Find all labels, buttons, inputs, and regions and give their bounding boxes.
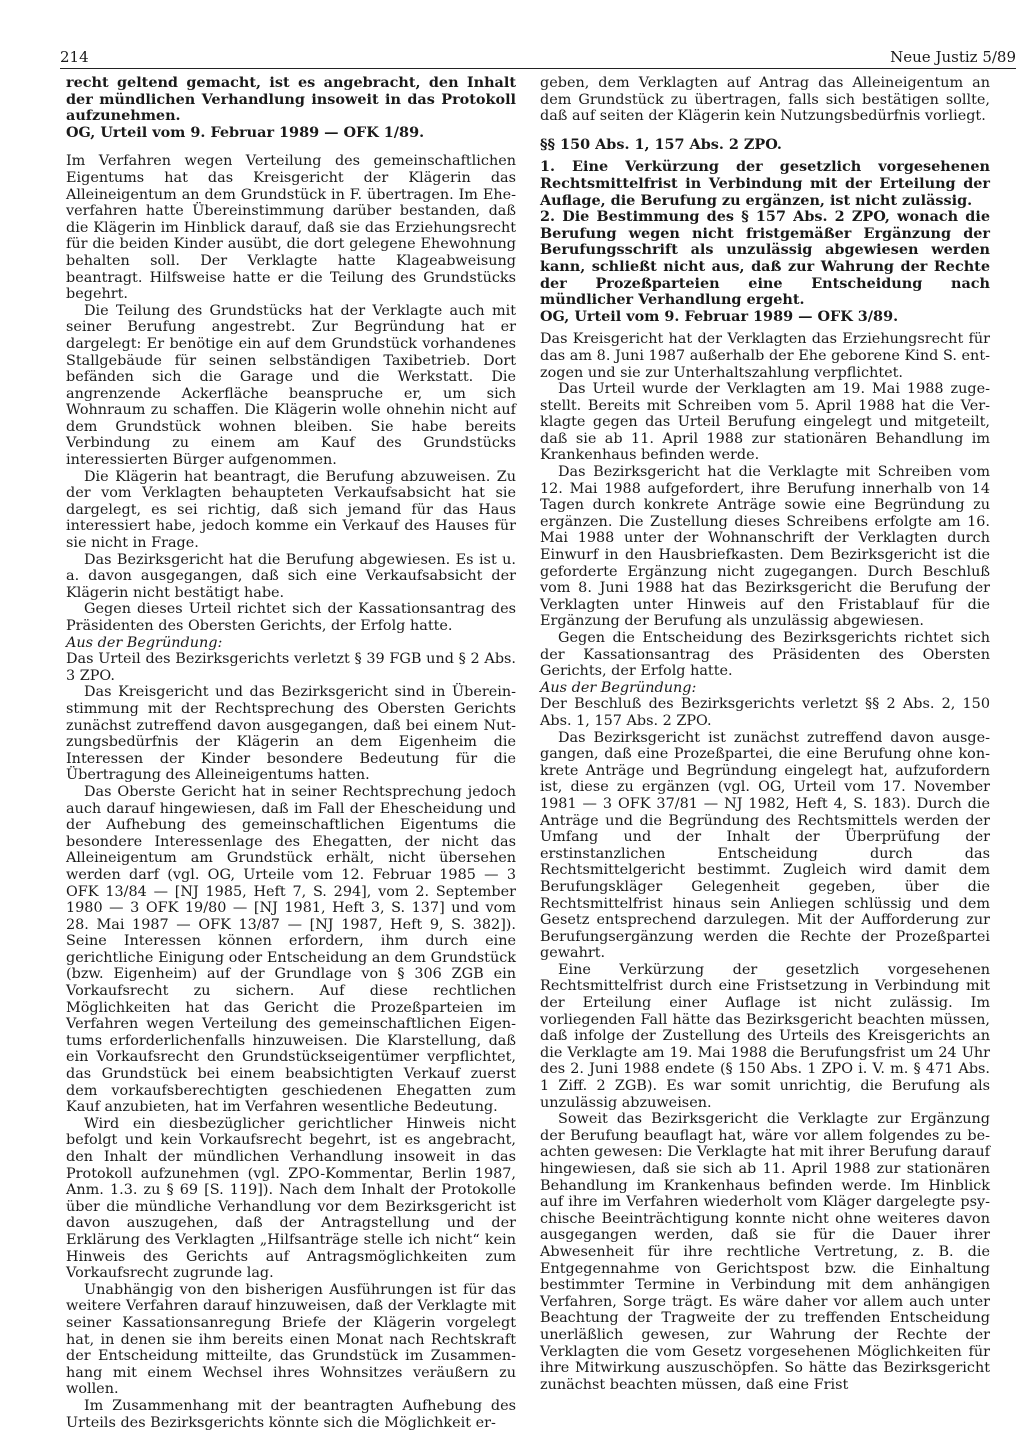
paragraph: Das Oberste Gericht hat in seiner Rechtsprechung jedoch auch darauf hingewiesen, daß im Fall der Ehescheidung und der Aufhebung des gemeinschaftlichen Eigentums die besondere Interessenlage des Ehegatten, der nicht das Alleineigentum am Grundstück erhält, nicht übersehen werden darf (vgl. OG, Urteile vom 12. Februar 1985 — 3 OFK 13/84 — [NJ 1985, Heft 7, S. 294], vom 2. September 1980 — 3 OFK 19/80 — [NJ 1981, Heft 3, S. 137] und vom 28. Mai 1987 — OFK 13/87 — [NJ 1987, Heft 9, S. 382]). Seine Interessen können erfordern, ihm durch eine gerichtliche Einigung oder Entscheidung an dem Grundstück (bzw. Eigenheim) auf der Grundlage von § 306 ZGB ein Vorkaufsrecht zu sichern. Auf diese rechtlichen Möglichkeiten hat das Gericht die Prozeßparteien im Verfahren wegen Verteilung des gemeinschaftlichen Eigentums erforderlichenfalls hinzuweisen. Die Klarstellung, daß ein Vorkaufsrecht den Grundstückseigentümer verpflichtet, das Grundstück bei einem beabsichtigten Verkauf zuerst dem vorkaufsberechtigten geschiedenen Ehegatten zum Kauf anzubieten, hat im Verfahren wesentliche Bedeutung. [66, 783, 516, 1116]
page-number: 214 [60, 48, 89, 66]
paragraph: Unabhängig von den bisherigen Ausführungen ist für das weitere Verfahren darauf hinzuweisen, daß der Verklagte mit seiner Kassationsanregung Briefe der Klägerin vorgelegt hat, in denen sie ihm bereits einen Monat nach Rechtskraft der Entscheidung mitteilte, das Grundstück im Zusammenhang mit einem Wechsel ihres Wohnsitzes veräußern zu wollen. [66, 1281, 516, 1398]
journal-issue: Neue Justiz 5/89 [890, 48, 1016, 66]
paragraph: Gegen dieses Urteil richtet sich der Kassationsantrag des Präsidenten des Obersten Gerichts, der Erfolg hatte. [66, 601, 516, 634]
paragraph: geben, dem Verklagten auf Antrag das Alleineigentum an dem Grundstück zu übertragen, falls sich bestätigen sollte, daß auf seiten der Klägerin kein Nutzungsbedürfnis vorliegt. [540, 75, 990, 125]
paragraph: 1. Eine Verkürzung der gesetzlich vorgesehenen Rechtsmittelfrist in Verbindung mit der Erteilung der Auflage, die Berufung zu ergänzen, ist nicht zulässig. [540, 158, 990, 209]
paragraph: Soweit das Bezirksgericht die Verklagte zur Ergänzung der Berufung beauflagt hat, wäre vor allem folgendes zu beachten gewesen: Die Verklagte hat mit ihrer Berufung darauf hingewiesen, daß sie sich ab 11. April 1988 zur stationären Behandlung im Krankenhaus befinden werde. Im Hinblick auf ihre im Verfahren wiederholt vom Kläger dargelegte psychische Beeinträchtigung konnte nicht ohne weiteres davon ausgegangen werden, daß sie für die Dauer ihrer Abwesenheit für ihre rechtliche Vertretung, z. B. die Entgegennahme von Gerichtspost bzw. die Einhaltung bestimmter Termine in Verbindung mit dem anhängigen Verfahren, Sorge trägt. Es wäre daher vor allem auch unter Beachtung der Tragweite der zu treffenden Entscheidung unerläßlich gewesen, zur Wahrung der Rechte der Verklagten die vom Gesetz vorgesehenen Möglichkeiten für ihre Mitwirkung auszuschöpfen. So hätte das Bezirksgericht zunächst beachten müssen, daß eine Frist [540, 1111, 990, 1393]
left-column [66, 75, 516, 1431]
paragraph: Wird ein diesbezüglicher gerichtlicher Hinweis nicht befolgt und kein Vorkaufsrecht begehrt, ist es angebracht, den Inhalt der mündlichen Verhandlung insoweit in das Protokoll aufzunehmen (vgl. ZPO-Kommentar, Berlin 1987, Anm. 1.3. zu § 69 [S. 119]). Nach dem Inhalt der Protokolle über die mündliche Verhandlung vor dem Bezirksgericht ist davon auszugehen, daß der Antragstellung und der Erklärung des Verklagten „Hilfsanträge stelle ich nicht“ kein Hinweis des Gerichts auf Antragsmöglichkeiten zum Vorkaufsrecht zugrunde lag. [66, 1115, 516, 1282]
right-column [540, 75, 990, 1393]
paragraph: §§ 150 Abs. 1, 157 Abs. 2 ZPO. [540, 135, 782, 153]
paragraph: Das Urteil des Bezirksgerichts verletzt § 39 FGB und § 2 Abs. 3 ZPO. [66, 651, 516, 684]
paragraph: Das Bezirksgericht ist zunächst zutreffend davon ausgegangen, daß eine Prozeßpartei, die eine Berufung ohne konkrete Anträge und Begründung eingelegt hat, aufzufordern ist, diese zu ergänzen (vgl. OG, Urteil vom 17. November 1981 — 3 OFK 37/81 — NJ 1982, Heft 4, S. 183). Durch die Anträge und die Begründung des Rechtsmittels werden der Umfang und der Inhalt der Überprüfung der erstinstanzlichen Entscheidung durch das Rechtsmittelgericht bestimmt. Zugleich wird damit dem Berufungskläger Gelegenheit gegeben, über die Rechtsmittelfrist hinaus sein Anliegen schlüssig und dem Gesetz entsprechend darzulegen. Mit der Aufforderung zur Berufungsergänzung werden die Rechte der Prozeßpartei gewahrt. [540, 729, 990, 962]
paragraph: Eine Verkürzung der gesetzlich vorgesehenen Rechtsmittelfrist durch eine Fristsetzung in Verbindung mit der Erteilung einer Auflage ist nicht zulässig. Im vorliegenden Fall hätte das Bezirksgericht beachten müssen, daß infolge der Zustellung des Urteils des Kreisgerichts an die Verklagte am 19. Mai 1988 die Berufungsfrist um 24 Uhr des 2. Juni 1988 endete (§ 150 Abs. 1 ZPO i. V. m. § 471 Abs. 1 Ziff. 2 ZGB). Es war somit unrichtig, die Berufung als unzulässig abzuweisen. [540, 961, 990, 1111]
page-header [60, 46, 1016, 69]
paragraph: Das Bezirksgericht hat die Berufung abgewiesen. Es ist u. a. davon ausgegangen, daß sich eine Verkaufsabsicht der Klägerin nicht bestätigt habe. [66, 551, 516, 601]
paragraph: OG, Urteil vom 9. Februar 1989 — OFK 3/89. [540, 307, 899, 325]
paragraph: Der Beschluß des Bezirksgerichts verletzt §§ 2 Abs. 2, 150 Abs. 1, 157 Abs. 2 ZPO. [540, 696, 990, 729]
paragraph: OG, Urteil vom 9. Februar 1989 — OFK 1/89. [66, 123, 425, 141]
paragraph: Gegen die Entscheidung des Bezirksgerichts richtet sich der Kassationsantrag des Präsidenten des Obersten Gerichts, der Erfolg hatte. [540, 630, 990, 680]
paragraph: Das Kreisgericht und das Bezirksgericht sind in Übereinstimmung mit der Rechtsprechung des Obersten Gerichts zunächst zutreffend davon ausgegangen, daß bei einem Nutzungsbedürfnis der Klägerin an dem Eigenheim die Interessen der Kinder besondere Bedeutung für die Übertragung des Alleineigentums hatten. [66, 684, 516, 784]
paragraph: Die Klägerin hat beantragt, die Berufung abzuweisen. Zu der vom Verklagten behaupteten Verkaufsabsicht hat sie dargelegt, es sei richtig, daß sich jemand für das Haus interessiert habe, jedoch komme ein Verkauf des Hauses für sie nicht in Frage. [66, 468, 516, 552]
paragraph: 2. Die Bestimmung des § 157 Abs. 2 ZPO, wonach die Berufung wegen nicht fristgemäßer Ergänzung der Berufungsschrift als unzulässig abgewiesen werden kann, schließt nicht aus, daß zur Wahrung der Rechte der Prozeßparteien eine Entscheidung nach mündlicher Verhandlung ergeht. [540, 208, 990, 309]
paragraph: Das Urteil wurde der Verklagten am 19. Mai 1988 zugestellt. Bereits mit Schreiben vom 5. April 1988 hat die Verklagte gegen das Urteil Berufung eingelegt und mitgeteilt, daß sie ab 11. April 1988 zur stationären Behandlung im Krankenhaus befinden werde. [540, 381, 990, 464]
paragraph: Im Zusammenhang mit der beantragten Aufhebung des Urteils des Bezirksgerichts könnte sich die Möglichkeit er- [66, 1397, 516, 1431]
paragraph: Aus der Begründung: [66, 634, 223, 651]
paragraph: Im Verfahren wegen Verteilung des gemeinschaftlichen Eigentums hat das Kreisgericht der Klägerin das Alleineigentum an dem Grundstück in F. übertragen. Im Eheverfahren hatte Übereinstimmung darüber bestanden, daß die Klägerin im Hinblick darauf, daß sie das Erziehungsrecht für die beiden Kinder ausübt, die dort gelegene Ehewohnung behalten soll. Der Verklagte hatte Klageabweisung beantragt. Hilfsweise hatte er die Teilung des Grundstücks begehrt. [66, 153, 516, 303]
paragraph: Das Bezirksgericht hat die Verklagte mit Schreiben vom 12. Mai 1988 aufgefordert, ihre Berufung innerhalb von 14 Tagen durch konkrete Anträge sowie eine Begründung zu ergänzen. Die Zustellung dieses Schreibens erfolgte am 16. Mai 1988 unter der Wohnanschrift der Verklagten durch Einwurf in den Hausbriefkasten. Dem Bezirksgericht ist die geforderte Ergänzung nicht zugegangen. Durch Beschluß vom 8. Juni 1988 hat das Bezirksgericht die Berufung der Verklagten unter Hinweis auf den Fristablauf für die Ergänzung der Berufung als unzulässig abgewiesen. [540, 464, 990, 630]
paragraph: Das Kreisgericht hat der Verklagten das Erziehungsrecht für das am 8. Juni 1987 außerhalb der Ehe geborene Kind S. entzogen und sie zur Unterhaltszahlung verpflichtet. [540, 331, 990, 381]
paragraph: Aus der Begründung: [540, 679, 697, 696]
paragraph: recht geltend gemacht, ist es angebracht, den Inhalt der mündlichen Verhandlung insoweit in das Protokoll aufzunehmen. [66, 74, 516, 125]
paragraph: Die Teilung des Grundstücks hat der Verklagte auch mit seiner Berufung angestrebt. Zur Begründung hat er dargelegt: Er benötige ein auf dem Grundstück vorhandenes Stallgebäude für seinen selbständigen Taxibetrieb. Dort befänden sich die Garage und die Werkstatt. Die angrenzende Ackerfläche beanspruche er, um sich Wohnraum zu schaffen. Die Klägerin wolle ohnehin nicht auf dem Grundstück wohnen bleiben. Sie habe bereits Verbindung zu einem am Kauf des Grundstücks interessierten Bürger aufgenommen. [66, 302, 516, 469]
